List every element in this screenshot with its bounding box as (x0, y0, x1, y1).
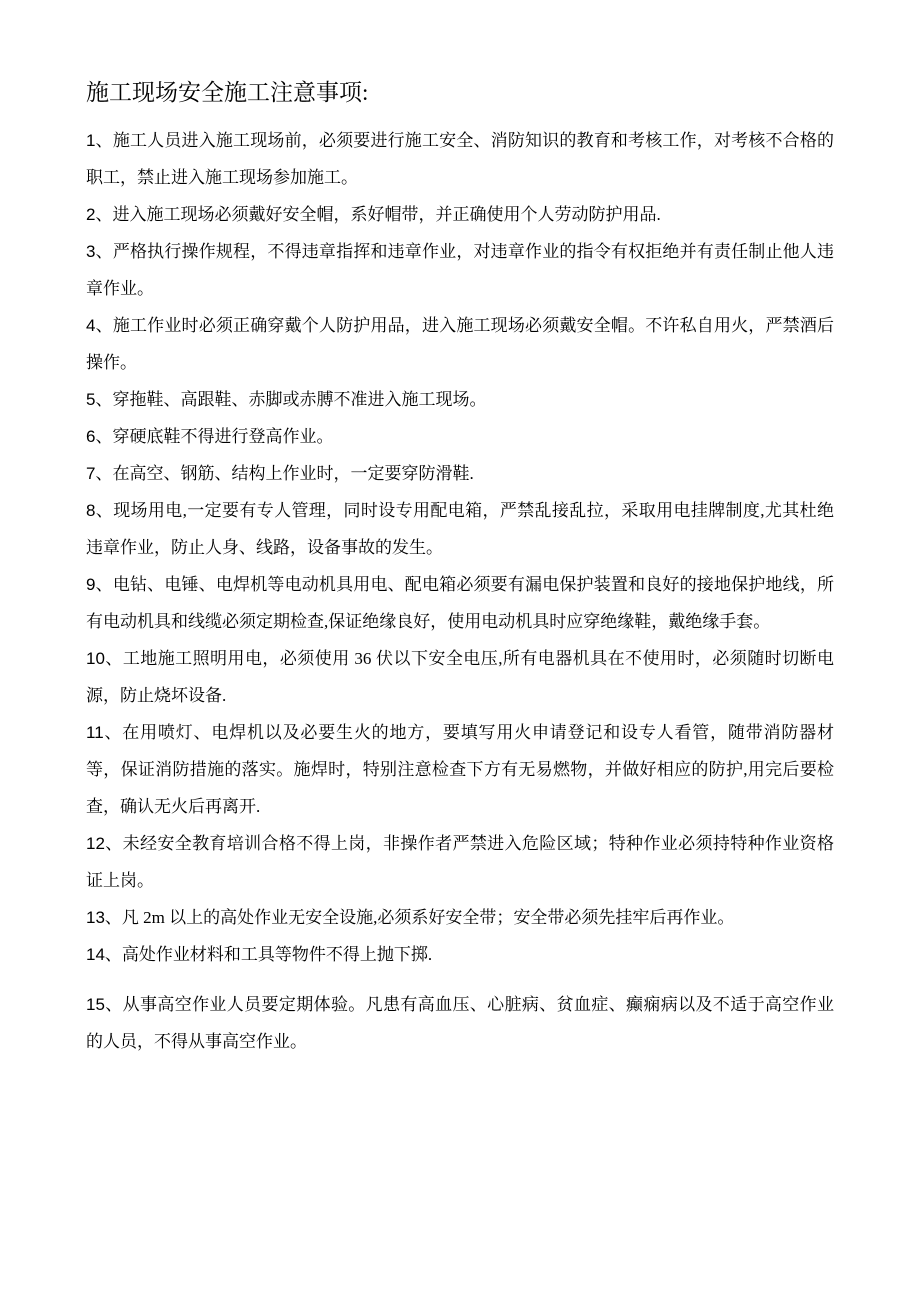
safety-item-2 (86, 196, 834, 233)
safety-item-15 (86, 986, 834, 1060)
item-text: 穿硬底鞋不得进行登高作业。 (112, 427, 334, 446)
item-text: 从事高空作业人员要定期体验。凡患有高血压、心脏病、贫血症、癫痫病以及不适于高空作业的人员，不得从事高空作业。 (86, 995, 834, 1051)
item-number: 8、 (86, 501, 114, 520)
document-title: 施工现场安全施工注意事项: (86, 80, 369, 105)
item-text: 高处作业材料和工具等物件不得上抛下掷. (121, 945, 433, 964)
item-number: 12、 (86, 834, 123, 853)
item-number: 2、 (86, 205, 113, 224)
item-text: 未经安全教育培训合格不得上岗，非操作者严禁进入危险区域；特种作业必须持特种作业资格证上岗。 (86, 834, 834, 890)
item-number: 4、 (86, 316, 113, 335)
safety-item-8 (86, 492, 834, 566)
safety-item-14 (86, 936, 834, 973)
item-number: 5、 (86, 390, 113, 409)
item-number: 7、 (86, 464, 113, 483)
item-number: 14、 (86, 945, 122, 964)
safety-item-11 (86, 714, 834, 825)
item-text: 施工作业时必须正确穿戴个人防护用品，进入施工现场必须戴安全帽。不许私自用火，严禁酒后操作。 (86, 316, 834, 372)
safety-item-12 (86, 825, 834, 899)
safety-item-5 (86, 381, 834, 418)
item-number: 6、 (86, 427, 113, 446)
safety-item-3 (86, 233, 834, 307)
item-number: 9、 (86, 575, 113, 594)
safety-item-6 (86, 418, 834, 455)
safety-item-9 (86, 566, 834, 640)
safety-item-1 (86, 122, 834, 196)
item-text: 穿拖鞋、高跟鞋、赤脚或赤膊不准进入施工现场。 (112, 390, 487, 409)
item-number: 13、 (86, 908, 122, 927)
item-number: 3、 (86, 242, 113, 261)
item-text: 凡 2m 以上的高处作业无安全设施,必须系好安全带；安全带必须先挂牢后再作业。 (121, 908, 735, 927)
safety-item-10 (86, 640, 834, 714)
safety-item-7 (86, 455, 834, 492)
item-text: 电钻、电锤、电焊机等电动机具用电、配电箱必须要有漏电保护装置和良好的接地保护地线，所有电动机具和线缆必须定期检查,保证绝缘良好，使用电动机具时应穿绝缘鞋，戴绝缘手套。 (86, 575, 834, 631)
item-text: 施工人员进入施工现场前，必须要进行施工安全、消防知识的教育和考核工作，对考核不合格的职工，禁止进入施工现场参加施工。 (86, 131, 834, 187)
item-number: 1、 (86, 131, 113, 150)
item-text: 工地施工照明用电，必须使用 36 伏以下安全电压,所有电器机具在不使用时，必须随时切断电源，防止烧坏设备. (86, 649, 834, 705)
document-body (86, 122, 834, 1060)
item-text: 进入施工现场必须戴好安全帽，系好帽带，并正确使用个人劳动防护用品. (112, 205, 661, 224)
safety-item-13 (86, 899, 834, 936)
safety-item-4 (86, 307, 834, 381)
item-number: 11、 (86, 723, 123, 742)
item-number: 10、 (86, 649, 123, 668)
item-text: 在用喷灯、电焊机以及必要生火的地方，要填写用火申请登记和设专人看管，随带消防器材等，保证消防措施的落实。施焊时，特别注意检查下方有无易燃物，并做好相应的防护,用完后要检查，确认无火后再离开. (86, 723, 834, 816)
item-text: 严格执行操作规程，不得违章指挥和违章作业，对违章作业的指令有权拒绝并有责任制止他人违章作业。 (86, 242, 834, 298)
item-number: 15、 (86, 995, 123, 1014)
item-text: 在高空、钢筋、结构上作业时，一定要穿防滑鞋. (112, 464, 474, 483)
item-text: 现场用电,一定要有专人管理，同时设专用配电箱，严禁乱接乱拉，采取用电挂牌制度,尤其杜绝违章作业，防止人身、线路，设备事故的发生。 (86, 501, 834, 557)
